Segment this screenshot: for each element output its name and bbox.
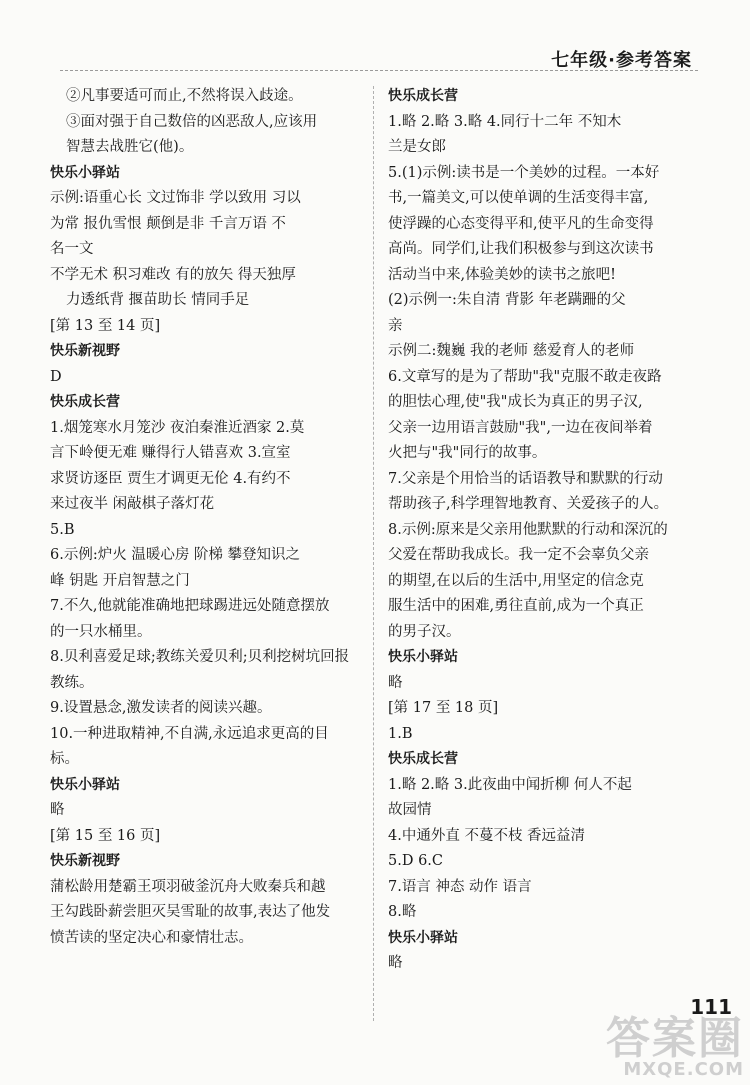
column-divider xyxy=(373,86,374,1021)
answer-line: 8.示例:原来是父亲用他默默的行动和深沉的 xyxy=(388,521,668,538)
answer-line: 5.D 6.C xyxy=(388,853,443,869)
answer-line: 略 xyxy=(388,674,403,691)
answer-line: 故园情 xyxy=(388,802,432,818)
section-heading: 快乐小驿站 xyxy=(50,164,120,181)
answer-line: 父亲一边用语言鼓励"我",一边在夜间举着 xyxy=(388,419,653,436)
answer-line: 书,一篇美文,可以使单调的生活变得丰富, xyxy=(388,190,649,206)
answer-line: 帮助孩子,科学理智地教育、关爱孩子的人。 xyxy=(388,496,669,512)
answer-line: 父爱在帮助我成长。我一定不会辜负父亲 xyxy=(388,547,649,563)
answer-line: ②凡事要适可而止,不然将误入歧途。 xyxy=(66,88,303,104)
answer-line: 王勾践卧薪尝胆灭吴雪耻的故事,表达了他发 xyxy=(50,904,331,920)
answer-line: 7.语言 神态 动作 语言 xyxy=(388,878,532,895)
answer-line: D xyxy=(50,368,62,385)
answer-line: 示例:语重心长 文过饰非 学以致用 习以 xyxy=(50,190,301,206)
answer-line: 标。 xyxy=(50,751,79,767)
section-heading: 快乐成长营 xyxy=(388,751,458,767)
right-column xyxy=(388,84,710,977)
answer-line: ③面对强于自己数倍的凶恶敌人,应该用 xyxy=(66,113,318,130)
section-heading: 快乐新视野 xyxy=(50,853,120,869)
answer-line: 力透纸背 揠苗助长 情同手足 xyxy=(66,292,250,308)
answer-line: 求贤访逐臣 贾生才调更无伦 4.有约不 xyxy=(50,470,291,487)
section-heading: 快乐小驿站 xyxy=(388,929,458,946)
answer-line: 1.B xyxy=(388,725,413,742)
answer-line: 名一文 xyxy=(50,241,94,257)
answer-line: 5.(1)示例:读书是一个美妙的过程。一本好 xyxy=(388,164,660,181)
left-column xyxy=(50,84,368,951)
answer-line: 6.文章写的是为了帮助"我"克服不敢走夜路 xyxy=(388,368,662,385)
answer-line: 7.父亲是个用恰当的话语教导和默默的行动 xyxy=(388,470,663,487)
answer-line: 智慧去战胜它(他)。 xyxy=(66,139,194,155)
answer-line: 兰是女郎 xyxy=(388,139,446,155)
section-heading: 快乐新视野 xyxy=(50,343,120,359)
page-header-title: 七年级·参考答案 xyxy=(551,50,692,71)
answer-line: 言下岭便无难 赚得行人错喜欢 3.宣室 xyxy=(50,445,291,461)
answer-line: 服生活中的困难,勇往直前,成为一个真正 xyxy=(388,598,644,614)
answer-line: 火把与"我"同行的故事。 xyxy=(388,445,547,461)
answer-line: 1.略 2.略 3.略 4.同行十二年 不知木 xyxy=(388,113,622,130)
answer-line: 的男子汉。 xyxy=(388,623,461,640)
answer-line: 4.中通外直 不蔓不枝 香远益清 xyxy=(388,827,586,844)
answer-line: [第 15 至 16 页] xyxy=(50,827,161,844)
answer-line: 峰 钥匙 开启智慧之门 xyxy=(50,572,190,589)
answer-line: 不学无术 积习难改 有的放矢 得天独厚 xyxy=(50,266,296,283)
section-heading: 快乐成长营 xyxy=(50,394,120,410)
answer-line: 的期望,在以后的生活中,用坚定的信念克 xyxy=(388,572,644,589)
answer-line: 示例二:魏巍 我的老师 慈爱育人的老师 xyxy=(388,343,635,359)
answer-line: 5.B xyxy=(50,521,75,538)
answer-line: (2)示例一:朱自清 背影 年老蹒跚的父 xyxy=(388,292,626,308)
answer-line: 1.略 2.略 3.此夜曲中闻折柳 何人不起 xyxy=(388,776,632,793)
answer-line: 的一只水桶里。 xyxy=(50,623,152,640)
answer-line: 8.贝利喜爱足球;教练关爱贝利;贝利挖树坑回报 xyxy=(50,649,350,665)
answer-line: [第 17 至 18 页] xyxy=(388,700,499,716)
answer-line: 10.一种进取精神,不自满,永远追求更高的目 xyxy=(50,725,329,742)
section-heading: 快乐成长营 xyxy=(388,88,458,104)
page-number: 111 xyxy=(690,995,732,1019)
answer-line: 教练。 xyxy=(50,674,94,691)
answer-line: [第 13 至 14 页] xyxy=(50,317,161,334)
answer-line: 6.示例:炉火 温暖心房 阶梯 攀登知识之 xyxy=(50,547,301,563)
section-heading: 快乐小驿站 xyxy=(388,649,458,665)
answer-line: 来过夜半 闲敲棋子落灯花 xyxy=(50,496,215,512)
answer-line: 7.不久,他就能准确地把球踢进远处随意摆放 xyxy=(50,598,330,614)
header-rule xyxy=(60,70,698,71)
answer-line: 8.略 xyxy=(388,904,417,920)
answer-line: 9.设置悬念,激发读者的阅读兴趣。 xyxy=(50,700,272,716)
answer-line: 的胆怯心理,使"我"成长为真正的男子汉, xyxy=(388,394,643,410)
answer-line: 略 xyxy=(388,955,403,971)
watermark-sub: MXQE.COM xyxy=(623,1059,744,1080)
watermark-logo xyxy=(606,1013,744,1080)
answer-line: 略 xyxy=(50,802,65,818)
answer-line: 为常 报仇雪恨 颠倒是非 千言万语 不 xyxy=(50,215,286,232)
answer-line: 1.烟笼寒水月笼沙 夜泊秦淮近酒家 2.莫 xyxy=(50,419,305,436)
section-heading: 快乐小驿站 xyxy=(50,776,120,793)
answer-line: 使浮躁的心态变得平和,使平凡的生命变得 xyxy=(388,215,654,232)
answer-line: 亲 xyxy=(388,317,403,334)
answer-line: 活动当中来,体验美妙的读书之旅吧! xyxy=(388,266,616,283)
answer-line: 高尚。同学们,让我们积极参与到这次读书 xyxy=(388,241,654,257)
answer-line: 愤苦读的坚定决心和豪情壮志。 xyxy=(50,929,253,946)
answer-line: 蒲松龄用楚霸王项羽破釜沉舟大败秦兵和越 xyxy=(50,878,326,895)
watermark-main: 答案圈 xyxy=(606,1013,744,1064)
